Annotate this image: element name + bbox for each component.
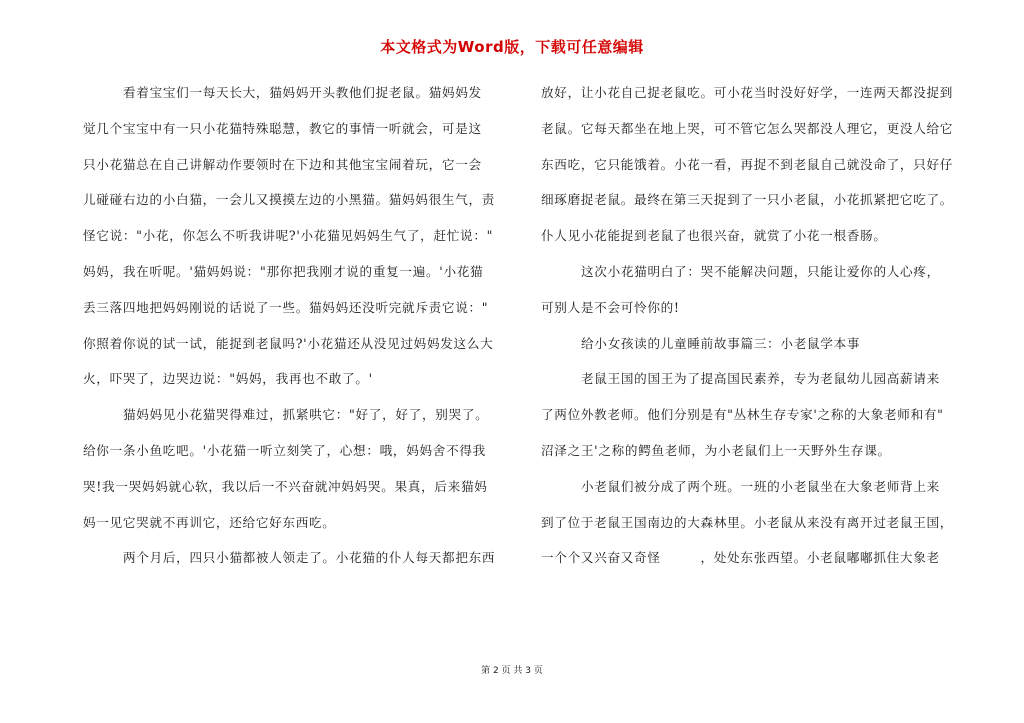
section-heading: 给小女孩读的儿童睡前故事篇三：小老鼠学本事 — [581, 335, 861, 351]
left-text-column — [83, 82, 503, 583]
paragraph-line: 了两位外教老师。他们分别是有"丛林生存专家'之称的大象老师和有" — [541, 407, 944, 423]
page-number: 第 2 页 共 3 页 — [481, 666, 543, 676]
paragraph-line: 觉几个宝宝中有一只小花猫特殊聪慧，教它的事情一听就会，可是这 — [83, 120, 482, 136]
paragraph-line: 一个个又兴奋又奇怪 ，处处东张西望。小老鼠嘟嘟抓住大象老 — [541, 550, 940, 566]
paragraph-line: 火，吓哭了，边哭边说："妈妈，我再也不敢了。' — [83, 371, 373, 387]
paragraph-line: 看着宝宝们一每天长大，猫妈妈开头教他们捉老鼠。猫妈妈发 — [123, 85, 482, 100]
paragraph-line: 给你一条小鱼吃吧。'小花猫一听立刻笑了，心想：哦，妈妈舍不得我 — [83, 442, 486, 458]
paragraph-line: 你照着你说的试一试，能捉到老鼠吗?'小花猫还从没见过妈妈发这么大 — [83, 335, 494, 351]
paragraph-line: 这次小花猫明白了：哭不能解决问题，只能让爱你的人心疼， — [581, 263, 940, 279]
paragraph-line: 老鼠。它每天都坐在地上哭，可不管它怎么哭都没人理它，更没人给它 — [541, 120, 954, 136]
paragraph-line: 只小花猫总在自己讲解动作要领时在下边和其他宝宝闹着玩，它一会 — [83, 156, 482, 172]
paragraph-line: 仆人见小花能捉到老鼠了也很兴奋，就赏了小花一根香肠。 — [541, 228, 887, 244]
download-banner: 本文格式为Word版，下载可任意编辑 — [380, 38, 644, 56]
paragraph-line: 妈一见它哭就不再训它，还给它好东西吃。 — [83, 514, 336, 530]
paragraph-line: 猫妈妈见小花猫哭得难过，抓紧哄它："好了，好了，别哭了。 — [123, 407, 489, 423]
paragraph-line: 到了位于老鼠王国南边的大森林里。小老鼠从来没有离开过老鼠王国， — [541, 514, 954, 530]
paragraph-line: 细琢磨捉老鼠。最终在第三天捉到了一只小老鼠，小花抓紧把它吃了。 — [541, 192, 954, 208]
paragraph-line: 怪它说："小花，你怎么不听我讲呢?'小花猫见妈妈生气了，赶忙说：" — [83, 228, 494, 244]
paragraph-line: 儿碰碰右边的小白猫，一会儿又摸摸左边的小黑猫。猫妈妈很生气，责 — [83, 192, 496, 208]
paragraph-line: 沼泽之王'之称的鳄鱼老师，为小老鼠们上一天野外生存课。 — [541, 442, 891, 458]
right-text-column — [541, 82, 961, 583]
paragraph-line: 哭!我一哭妈妈就心软，我以后一不兴奋就冲妈妈哭。果真，后来猫妈 — [83, 478, 488, 494]
paragraph-line: 妈妈，我在听呢。'猫妈妈说："那你把我刚才说的重复一遍。'小花猫 — [83, 263, 484, 279]
paragraph-line: 老鼠王国的国王为了提高国民素养，专为老鼠幼儿园高薪请来 — [581, 371, 940, 387]
paragraph-line: 可别人是不会可怜你的! — [541, 299, 680, 315]
paragraph-line: 小老鼠们被分成了两个班。一班的小老鼠坐在大象老师背上来 — [581, 478, 940, 494]
paragraph-line: 两个月后，四只小猫都被人领走了。小花猫的仆人每天都把东西 — [123, 550, 496, 566]
paragraph-line: 放好，让小花自己捉老鼠吃。可小花当时没好好学，一连两天都没捉到 — [541, 85, 954, 100]
paragraph-line: 丢三落四地把妈妈刚说的话说了一些。猫妈妈还没听完就斥责它说：" — [83, 299, 489, 315]
paragraph-line: 东西吃，它只能饿着。小花一看，再捉不到老鼠自己就没命了，只好仔 — [541, 156, 954, 172]
